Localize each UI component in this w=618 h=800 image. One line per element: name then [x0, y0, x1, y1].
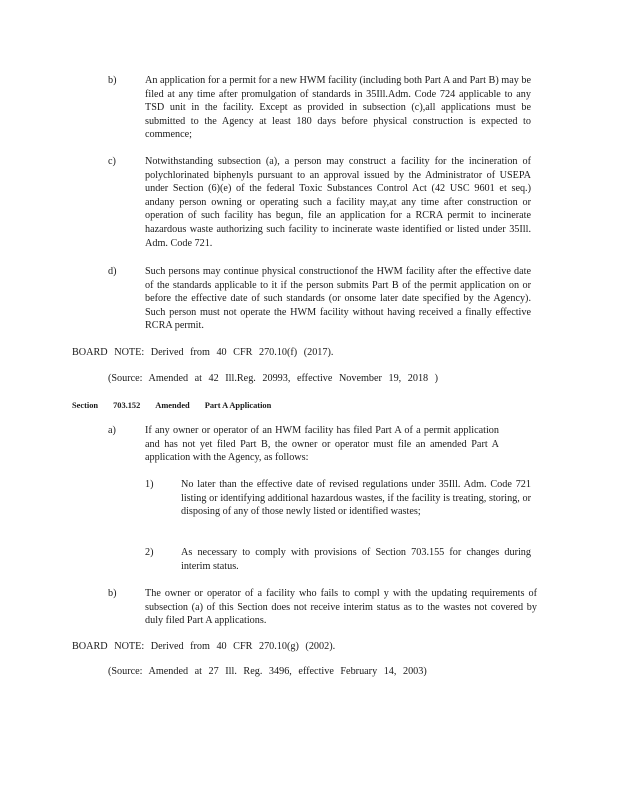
- subsection-b-text: An application for a permit for a new HWM facility (including both Part A and Part B) may be filed at any time after promulgation of standards in 35Ill.Adm. Code 724 applicable to any TSD unit in the facility. Except as provided in subsection (c),all applications must be submitted to the Agency at least 180 days before physical construction is expected to commence;: [145, 75, 531, 141]
- subsection-d-label: d): [108, 266, 117, 277]
- board-note: BOARD NOTE: Derived from 40 CFR 270.10(f) (2017).: [72, 347, 334, 358]
- subsection-a-1-text: No later than the effective date of revised regulations under 35Ill. Adm. Code 721 listing or identifying additional hazardous wastes, if the facility is treating, storing, or disposing of any of those newly listed or identified wastes;: [181, 479, 531, 518]
- section-heading: [72, 399, 286, 413]
- subsection-b-label: b): [108, 75, 117, 86]
- section-number: 703.152: [113, 401, 141, 410]
- subsection-b-2-label: b): [108, 588, 117, 599]
- subsection-b-2-text: The owner or operator of a facility who fails to compl y with the updating requirements of subsection (a) of this Section does not receive interim status as to the wastes not covered by duly filed Part A applications.: [145, 588, 537, 627]
- section-status: Amended: [155, 401, 190, 410]
- subsection-d-text: Such persons may continue physical constructionof the HWM facility after the effective date of the standards applicable to it if the person submits Part B of the permit application on or before the effective date of such standards (or onsome later date specified by the Agency). Such person must not operate the HWM facility without having received a finally effective RCRA permit.: [145, 266, 531, 332]
- subsection-a-2-text: As necessary to comply with provisions of Section 703.155 for changes during interim status.: [181, 547, 531, 572]
- subsection-a-text: If any owner or operator of an HWM facility has filed Part A of a permit application and has not yet filed Part B, the owner or operator must file an amended Part A application with the Agency, as follows:: [145, 425, 499, 464]
- subsection-c-text: Notwithstanding subsection (a), a person may construct a facility for the incineration of polychlorinated biphenyls pursuant to an approval issued by the Administrator of USEPA under Section (6)(e) of the federal Toxic Substances Control Act (42 USC 9601 et seq.) andany person owning or operating such a facility may,at any time after construction or operation of such facility has begun, file an application for a RCRA permit to incinerate hazardous waste authorizing such facility to incinerate waste identified or listed under 35Ill. Adm. Code 721.: [145, 156, 531, 249]
- section-title: Part A Application: [204, 401, 272, 410]
- section-word: Section: [72, 401, 99, 410]
- subsection-a-1-label: 1): [145, 479, 154, 490]
- subsection-a-label: a): [108, 425, 116, 436]
- subsection-a-2-label: 2): [145, 547, 154, 558]
- board-note-2: BOARD NOTE: Derived from 40 CFR 270.10(g) (2002).: [72, 641, 336, 652]
- source-note: (Source: Amended at 42 Ill.Reg. 20993, effective November 19, 2018 ): [108, 373, 439, 384]
- subsection-c-label: c): [108, 156, 116, 167]
- source-note-2: (Source: Amended at 27 Ill. Reg. 3496, effective February 14, 2003): [108, 666, 427, 677]
